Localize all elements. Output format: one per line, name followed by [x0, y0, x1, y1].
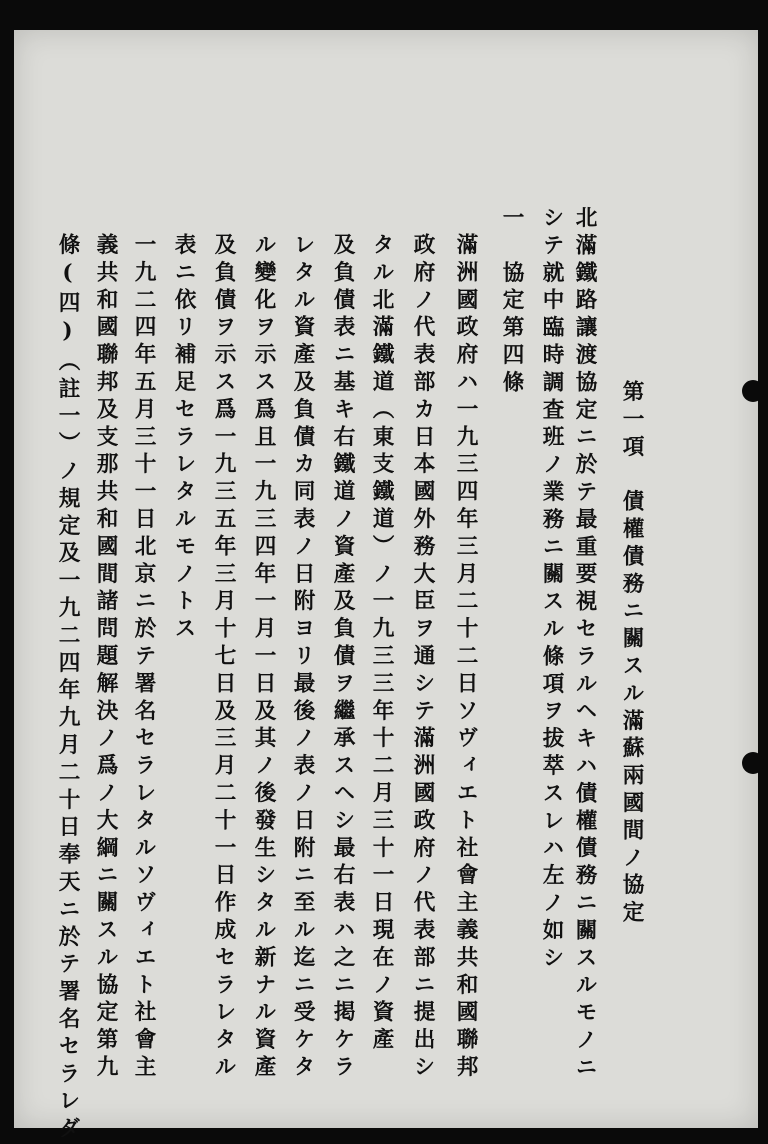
document-page [14, 30, 758, 1144]
punch-hole [742, 752, 764, 774]
text-column: 條(四)（註一）ノ規定及一九二四年九月二十日奉天ニ於テ署名セラレダ [55, 233, 80, 1144]
text-column: 義共和國聯邦及支那共和國間諸問題解決ノ爲ノ大綱ニ關スル協定第九 [93, 233, 118, 1083]
text-column: 政府ノ代表部カ日本國外務大臣ヲ通シテ滿洲國政府ノ代表部ニ提出シ [410, 233, 435, 1083]
article-heading: 一 協定第四條 [499, 206, 524, 398]
punch-hole [742, 380, 764, 402]
section-heading: 第一項 債權債務ニ關スル滿蘇兩國間ノ協定 [619, 380, 644, 928]
text-column: 北滿鐵路讓渡協定ニ於テ最重要視セラルヘキハ債權債務ニ關スルモノニ [572, 206, 597, 1083]
text-column: ル變化ヲ示ス爲且一九三四年一月一日及其ノ後發生シタル新ナル資產 [251, 233, 276, 1083]
text-column: 一九二四年五月三十一日北京ニ於テ署名セラレタルソヴィエト社會主 [131, 233, 156, 1083]
text-column: シテ就中臨時調査班ノ業務ニ關スル條項ヲ拔萃スレハ左ノ如シ [539, 206, 564, 974]
text-column: タル北滿鐵道（東支鐵道）ノ一九三三年十二月三十一日現在ノ資產 [369, 233, 394, 1055]
text-column: 表ニ依リ補足セラレタルモノトス [171, 233, 196, 644]
text-column: レタル資產及負債カ同表ノ日附ヨリ最後ノ表ノ日附ニ至ル迄ニ受ケタ [290, 233, 315, 1083]
text-column: 滿洲國政府ハ一九三四年三月二十二日ソヴィエト社會主義共和國聯邦 [453, 233, 478, 1083]
text-column: 及負債表ニ基キ右鐵道ノ資產及負債ヲ繼承スヘシ最右表ハ之ニ掲ケラ [330, 233, 355, 1083]
text-column: 及負債ヲ示ス爲一九三五年三月十七日及三月二十一日作成セラレタル [211, 233, 236, 1083]
